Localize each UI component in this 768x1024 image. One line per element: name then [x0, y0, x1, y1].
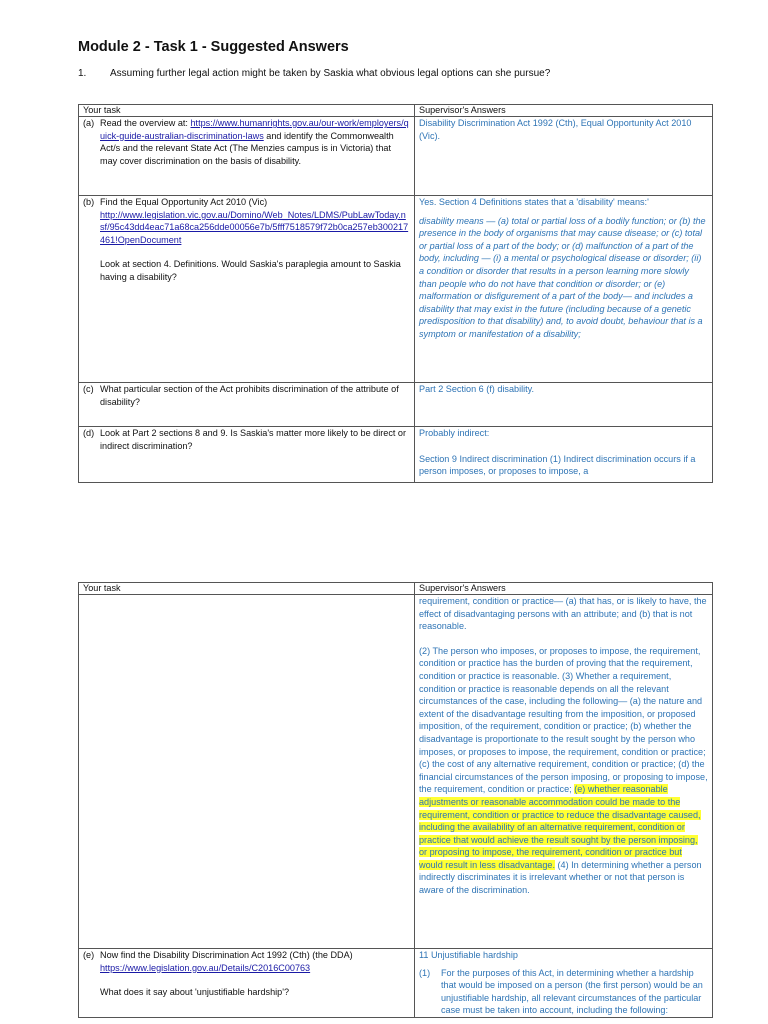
- task-text: What does it say about 'unjustifiable hardship'?: [100, 987, 289, 998]
- dda-link[interactable]: https://www.legislation.gov.au/Details/C2016C00763: [100, 962, 311, 973]
- task-cell-empty: [79, 595, 415, 949]
- answer-cell-e: [415, 949, 713, 1018]
- task-text: Look at Part 2 sections 8 and 9. Is Saskia's matter more likely to be direct or indirect discrimination?: [100, 428, 407, 451]
- table-row-e: [79, 949, 713, 1018]
- answer-cell-c: [415, 383, 713, 427]
- sub-item-number: (1): [419, 967, 431, 978]
- answer-text: requirement, condition or practice— (a) that has, or is likely to have, the effect of disadvantaging persons with an attribute; and (b) that is not reasonable.: [419, 596, 707, 632]
- highlighted-text: (e) whether reasonable adjustments or reasonable accommodation could be made to the requirement, condition or practice to reduce the disadvantage caused, including the availability of an alternative requirement, condition or practice that would achieve the result sought by the person imposing, or proposing to impose, the requirement, condition or practice but would result in less disadvantage.: [419, 784, 701, 870]
- task-cell-b: [79, 196, 415, 383]
- answer-text: Probably indirect:: [419, 428, 490, 438]
- eo-act-link[interactable]: http://www.legislation.vic.gov.au/Domino/Web_Notes/LDMS/PubLawToday.nsf/95c43dd4eac71a68ca256dde00056e7b/5fff7518579f72b0ca257eb300217461!OpenDocument: [100, 209, 409, 245]
- answer-text: [419, 645, 708, 897]
- answer-cell-d-continued: [415, 595, 713, 949]
- disability-definition: disability means — (a) total or partial loss of a bodily function; or (b) the presence in the body of organisms that may cause disease; or (c) total or partial loss of a part of the body; or (d) malfunction of a part of the body, including — (i) a mental or psychological disease or disorder; (ii) a condition or disorder that results in a person learning more slowly than people who do not have that condition or disorder; or (e) malformation or disfigurement of a part of the body— and includes a disability that may exist in the future (including because of a genetic predisposition to that disability) and, to avoid doubt, behaviour that is a symptom or manifestation of a disability;: [419, 215, 706, 339]
- tasks-table-2: [78, 582, 713, 1018]
- col-header-answer: Supervisor's Answers: [415, 583, 713, 595]
- col-header-task: Your task: [79, 583, 415, 595]
- overview-link[interactable]: https://www.humanrights.gov.au/our-work/employers/quick-guide-australian-discrimination-laws: [100, 118, 409, 141]
- answer-text: Disability Discrimination Act 1992 (Cth), Equal Opportunity Act 2010 (Vic).: [419, 118, 692, 141]
- answer-cell-a: [415, 117, 713, 196]
- task-letter: (a): [83, 118, 95, 128]
- answer-cell-b: [415, 196, 713, 383]
- task-letter: (b): [83, 197, 95, 207]
- task-text: and identify the Commonwealth Act/s and the relevant State Act (The Menzies campus is in Victoria) that may cover discrimination on the basis of disability.: [100, 130, 394, 166]
- task-cell-e: [79, 949, 415, 1018]
- answer-cell-d: [415, 427, 713, 483]
- task-text: Read the overview at:: [100, 118, 191, 128]
- table-header-row: [79, 105, 713, 117]
- answer-text-plain: (2) The person who imposes, or proposes to impose, the requirement, condition or practice has the burden of proving that the requirement, condition or practice is reasonable. (3) Whether a requirement, condition or practice is reasonable depends on all the relevant circumstances of the case, including the following— (a) the nature and extent of the disadvantage resulting from the imposition, or proposed imposition, of the requirement, condition or practice; (b) whether the disadvantage is proportionate to the result sought by the person who imposes, or proposes to impose, the requirement, condition or practice; (c) the cost of any alternative requirement, condition or practice; (d) the financial circumstances of the person imposing, or proposing to impose, the requirement, condition or practice;: [419, 645, 708, 795]
- col-header-answer: Supervisor's Answers: [415, 105, 713, 117]
- tasks-table-1: [78, 104, 713, 483]
- question-text: Assuming further legal action might be taken by Saskia what obvious legal options can she pursue?: [110, 68, 551, 79]
- answer-text-plain: (4) In determining whether a person indirectly discriminates it is irrelevant whether or not that person is aware of the discrimination.: [419, 859, 702, 896]
- task-letter: (d): [83, 428, 95, 438]
- task-cell-c: [79, 383, 415, 427]
- answer-heading: 11 Unjustifiable hardship: [419, 950, 518, 960]
- task-letter: (c): [83, 384, 94, 394]
- task-cell-d: [79, 427, 415, 483]
- table-header-row: [79, 583, 713, 595]
- page-title: Module 2 - Task 1 - Suggested Answers: [78, 39, 349, 55]
- answer-sub-item: [419, 967, 708, 1017]
- task-text: Find the Equal Opportunity Act 2010 (Vic): [100, 197, 268, 207]
- col-header-task: Your task: [79, 105, 415, 117]
- task-text: Now find the Disability Discrimination Act 1992 (Cth) (the DDA): [100, 950, 353, 960]
- table-row-a: [79, 117, 713, 196]
- answer-text: Yes. Section 4 Definitions states that a 'disability' means:': [419, 197, 649, 207]
- task-text: Look at section 4. Definitions. Would Saskia's paraplegia amount to Saskia having a disability?: [100, 259, 401, 282]
- table-row-d-continued: [79, 595, 713, 949]
- task-text: What particular section of the Act prohibits discrimination of the attribute of disability?: [100, 384, 399, 407]
- question-number: 1.: [78, 68, 87, 79]
- table-row-b: [79, 196, 713, 383]
- task-cell-a: [79, 117, 415, 196]
- question-1: [78, 68, 550, 79]
- table-row-d: [79, 427, 713, 483]
- answer-text: Section 9 Indirect discrimination (1) Indirect discrimination occurs if a person imposes, or proposes to impose, a: [419, 453, 696, 477]
- table-row-c: [79, 383, 713, 427]
- sub-item-text: For the purposes of this Act, in determining whether a hardship that would be imposed on a person (the first person) would be an unjustifiable hardship, all relevant circumstances of the particular case must be taken into account, including the following:: [441, 967, 703, 1016]
- task-letter: (e): [83, 950, 95, 960]
- answer-text: Part 2 Section 6 (f) disability.: [419, 384, 535, 394]
